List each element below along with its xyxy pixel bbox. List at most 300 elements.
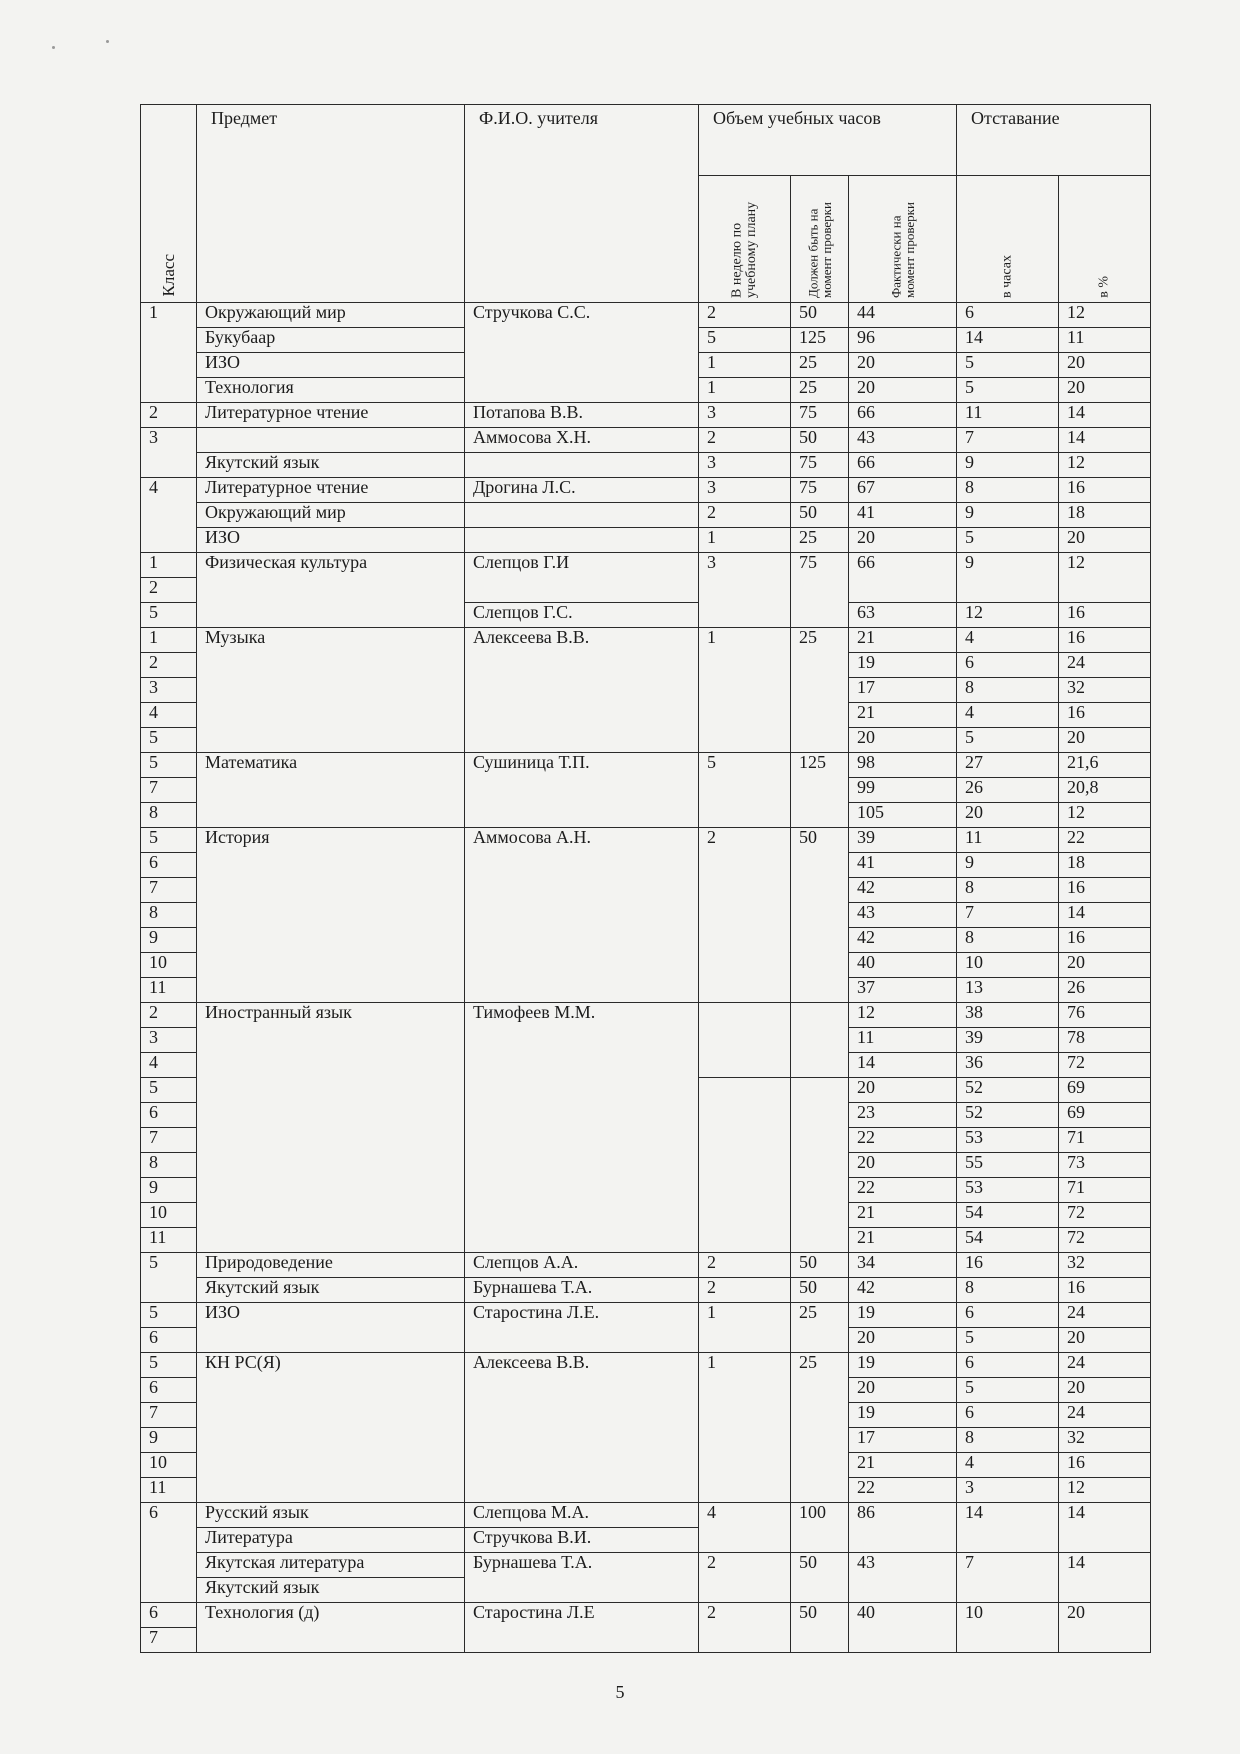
cell-subject: Иностранный язык	[197, 1003, 465, 1253]
cell-klass: 8	[141, 803, 197, 828]
cell-subject: Природоведение	[197, 1253, 465, 1278]
cell-actual: 17	[849, 678, 957, 703]
cell-lag-percent: 16	[1059, 628, 1151, 653]
cell-subject: ИЗО	[197, 353, 465, 378]
cell-lag-percent: 71	[1059, 1178, 1151, 1203]
cell-actual: 21	[849, 1228, 957, 1253]
cell-teacher	[465, 528, 699, 553]
cell-lag-percent: 18	[1059, 503, 1151, 528]
cell-klass: 4	[141, 478, 197, 553]
cell-lag-percent: 14	[1059, 1553, 1151, 1603]
cell-lag-hours: 6	[957, 653, 1059, 678]
cell-klass: 6	[141, 1328, 197, 1353]
cell-lag-percent: 72	[1059, 1228, 1151, 1253]
cell-actual: 20	[849, 1328, 957, 1353]
cell-lag-hours: 16	[957, 1253, 1059, 1278]
cell-teacher: Дрогина Л.С.	[465, 478, 699, 503]
cell-lag-percent: 14	[1059, 1503, 1151, 1553]
cell-actual: 21	[849, 628, 957, 653]
cell-actual: 20	[849, 728, 957, 753]
cell-lag-percent: 71	[1059, 1128, 1151, 1153]
cell-actual: 67	[849, 478, 957, 503]
table-row	[141, 428, 1151, 453]
cell-teacher: Слепцов Г.С.	[465, 603, 699, 628]
cell-klass: 5	[141, 603, 197, 628]
table-row	[141, 303, 1151, 328]
cell-lag-percent: 24	[1059, 1303, 1151, 1328]
cell-lag-hours: 6	[957, 303, 1059, 328]
cell-per-week: 5	[699, 328, 791, 353]
cell-teacher: Потапова В.В.	[465, 403, 699, 428]
cell-per-week: 4	[699, 1503, 791, 1553]
cell-klass: 5	[141, 1353, 197, 1378]
cell-per-week: 3	[699, 553, 791, 628]
cell-teacher: Слепцова М.А.	[465, 1503, 699, 1528]
cell-actual: 20	[849, 1378, 957, 1403]
cell-klass: 9	[141, 1428, 197, 1453]
cell-lag-percent: 69	[1059, 1078, 1151, 1103]
cell-actual: 20	[849, 1153, 957, 1178]
cell-lag-hours: 5	[957, 1378, 1059, 1403]
cell-actual: 21	[849, 1203, 957, 1228]
cell-lag-hours: 5	[957, 728, 1059, 753]
study-hours-table	[140, 104, 1151, 1653]
cell-lag-percent: 21,6	[1059, 753, 1151, 778]
cell-actual: 86	[849, 1503, 957, 1553]
header-lag: Отставание	[957, 105, 1151, 176]
cell-lag-hours: 8	[957, 928, 1059, 953]
cell-subject: История	[197, 828, 465, 1003]
cell-should-be: 50	[791, 1253, 849, 1278]
cell-subject: Окружающий мир	[197, 303, 465, 328]
cell-lag-percent: 20	[1059, 353, 1151, 378]
cell-klass: 10	[141, 1203, 197, 1228]
cell-subject: Якутская литература	[197, 1553, 465, 1578]
cell-lag-hours: 39	[957, 1028, 1059, 1053]
cell-per-week: 5	[699, 753, 791, 828]
table-row	[141, 528, 1151, 553]
cell-per-week: 2	[699, 428, 791, 453]
cell-lag-hours: 38	[957, 1003, 1059, 1028]
cell-should-be: 75	[791, 478, 849, 503]
cell-lag-percent: 18	[1059, 853, 1151, 878]
cell-lag-hours: 9	[957, 853, 1059, 878]
cell-actual: 37	[849, 978, 957, 1003]
cell-lag-hours: 5	[957, 1328, 1059, 1353]
cell-actual: 41	[849, 503, 957, 528]
cell-actual: 22	[849, 1478, 957, 1503]
scan-speck	[106, 40, 109, 43]
cell-subject: ИЗО	[197, 1303, 465, 1353]
header-in-hours: в часах	[957, 176, 1059, 303]
cell-klass: 2	[141, 1003, 197, 1028]
cell-actual: 66	[849, 403, 957, 428]
cell-klass: 2	[141, 403, 197, 428]
cell-subject: Музыка	[197, 628, 465, 753]
table-row	[141, 1003, 1151, 1028]
cell-subject: Математика	[197, 753, 465, 828]
cell-klass: 8	[141, 903, 197, 928]
cell-actual: 20	[849, 1078, 957, 1103]
table-body	[141, 303, 1151, 1653]
cell-lag-percent: 26	[1059, 978, 1151, 1003]
cell-actual: 42	[849, 878, 957, 903]
cell-klass: 2	[141, 578, 197, 603]
cell-lag-percent: 12	[1059, 803, 1151, 828]
cell-klass: 9	[141, 928, 197, 953]
cell-lag-hours: 20	[957, 803, 1059, 828]
table-row	[141, 753, 1151, 778]
table-row	[141, 1553, 1151, 1578]
cell-lag-hours: 55	[957, 1153, 1059, 1178]
cell-lag-percent: 22	[1059, 828, 1151, 853]
table-row	[141, 403, 1151, 428]
cell-lag-hours: 8	[957, 478, 1059, 503]
cell-lag-percent: 20	[1059, 378, 1151, 403]
cell-teacher: Слепцов А.А.	[465, 1253, 699, 1278]
cell-lag-percent: 78	[1059, 1028, 1151, 1053]
cell-actual: 66	[849, 553, 957, 603]
cell-per-week	[699, 1003, 791, 1078]
cell-lag-hours: 8	[957, 878, 1059, 903]
cell-lag-percent: 14	[1059, 903, 1151, 928]
cell-should-be: 75	[791, 453, 849, 478]
table-row	[141, 1503, 1151, 1528]
scan-speck	[52, 46, 55, 49]
cell-lag-hours: 8	[957, 678, 1059, 703]
cell-actual: 99	[849, 778, 957, 803]
cell-per-week: 1	[699, 628, 791, 753]
cell-lag-hours: 5	[957, 528, 1059, 553]
cell-should-be: 50	[791, 1278, 849, 1303]
cell-actual: 14	[849, 1053, 957, 1078]
cell-klass: 5	[141, 728, 197, 753]
cell-klass: 11	[141, 1478, 197, 1503]
table-row	[141, 1253, 1151, 1278]
cell-klass: 6	[141, 1103, 197, 1128]
cell-subject: Русский язык	[197, 1503, 465, 1528]
cell-should-be: 125	[791, 753, 849, 828]
cell-actual: 22	[849, 1178, 957, 1203]
cell-klass: 5	[141, 828, 197, 853]
cell-klass: 1	[141, 553, 197, 578]
cell-per-week: 1	[699, 353, 791, 378]
cell-lag-hours: 6	[957, 1303, 1059, 1328]
cell-klass: 9	[141, 1178, 197, 1203]
cell-lag-percent: 11	[1059, 328, 1151, 353]
cell-lag-percent: 32	[1059, 1428, 1151, 1453]
cell-should-be: 50	[791, 828, 849, 1003]
cell-klass: 5	[141, 1303, 197, 1328]
cell-should-be: 75	[791, 553, 849, 628]
cell-actual: 44	[849, 303, 957, 328]
cell-lag-percent: 16	[1059, 1453, 1151, 1478]
cell-klass: 7	[141, 1403, 197, 1428]
cell-lag-hours: 54	[957, 1203, 1059, 1228]
table-row	[141, 453, 1151, 478]
cell-actual: 19	[849, 1403, 957, 1428]
cell-lag-hours: 14	[957, 1503, 1059, 1553]
cell-lag-hours: 6	[957, 1353, 1059, 1378]
cell-lag-hours: 8	[957, 1428, 1059, 1453]
cell-actual: 12	[849, 1003, 957, 1028]
cell-teacher: Бурнашева Т.А.	[465, 1553, 699, 1603]
cell-lag-hours: 27	[957, 753, 1059, 778]
cell-subject: Литература	[197, 1528, 465, 1553]
cell-teacher: Аммосова А.Н.	[465, 828, 699, 1003]
cell-teacher: Бурнашева Т.А.	[465, 1278, 699, 1303]
cell-per-week: 1	[699, 528, 791, 553]
cell-klass: 7	[141, 1628, 197, 1653]
cell-klass: 10	[141, 953, 197, 978]
cell-klass: 6	[141, 853, 197, 878]
cell-klass: 2	[141, 653, 197, 678]
cell-per-week: 3	[699, 478, 791, 503]
cell-teacher: Аммосова Х.Н.	[465, 428, 699, 453]
cell-per-week: 3	[699, 403, 791, 428]
header-teacher: Ф.И.О. учителя	[465, 105, 699, 303]
cell-actual: 43	[849, 903, 957, 928]
cell-per-week: 2	[699, 503, 791, 528]
cell-lag-percent: 76	[1059, 1003, 1151, 1028]
cell-klass: 7	[141, 1128, 197, 1153]
cell-should-be: 50	[791, 428, 849, 453]
cell-lag-percent: 12	[1059, 553, 1151, 603]
cell-lag-hours: 6	[957, 1403, 1059, 1428]
cell-klass: 3	[141, 428, 197, 478]
cell-teacher: Алексеева В.В.	[465, 1353, 699, 1503]
cell-lag-percent: 20	[1059, 953, 1151, 978]
cell-lag-percent: 16	[1059, 603, 1151, 628]
cell-per-week: 1	[699, 378, 791, 403]
cell-lag-hours: 9	[957, 453, 1059, 478]
cell-actual: 40	[849, 953, 957, 978]
header-should-be: Должен быть на момент проверки	[791, 176, 849, 303]
cell-per-week: 2	[699, 1553, 791, 1603]
cell-actual: 96	[849, 328, 957, 353]
cell-actual: 22	[849, 1128, 957, 1153]
table-row	[141, 828, 1151, 853]
cell-klass: 1	[141, 628, 197, 653]
cell-lag-hours: 5	[957, 378, 1059, 403]
cell-teacher: Сушиница Т.П.	[465, 753, 699, 828]
cell-subject: Окружающий мир	[197, 503, 465, 528]
header-subject: Предмет	[197, 105, 465, 303]
cell-lag-percent: 16	[1059, 703, 1151, 728]
cell-subject: КН РС(Я)	[197, 1353, 465, 1503]
cell-per-week: 2	[699, 1603, 791, 1653]
cell-klass: 8	[141, 1153, 197, 1178]
cell-lag-hours: 9	[957, 553, 1059, 603]
cell-klass: 5	[141, 753, 197, 778]
cell-klass: 3	[141, 1028, 197, 1053]
cell-actual: 40	[849, 1603, 957, 1653]
cell-teacher: Алексеева В.В.	[465, 628, 699, 753]
header-klass: Класс	[141, 105, 197, 303]
cell-actual: 19	[849, 1303, 957, 1328]
cell-actual: 19	[849, 1353, 957, 1378]
cell-lag-hours: 7	[957, 1553, 1059, 1603]
cell-should-be: 25	[791, 1303, 849, 1353]
cell-lag-percent: 14	[1059, 403, 1151, 428]
cell-lag-percent: 12	[1059, 303, 1151, 328]
cell-klass: 10	[141, 1453, 197, 1478]
cell-lag-hours: 53	[957, 1128, 1059, 1153]
table-row	[141, 503, 1151, 528]
cell-klass: 4	[141, 1053, 197, 1078]
cell-actual: 17	[849, 1428, 957, 1453]
cell-actual: 19	[849, 653, 957, 678]
cell-should-be: 50	[791, 1553, 849, 1603]
cell-klass: 4	[141, 703, 197, 728]
cell-lag-hours: 3	[957, 1478, 1059, 1503]
cell-lag-percent: 73	[1059, 1153, 1151, 1178]
cell-lag-percent: 32	[1059, 678, 1151, 703]
cell-klass: 6	[141, 1503, 197, 1603]
cell-actual: 66	[849, 453, 957, 478]
table-row	[141, 1303, 1151, 1328]
cell-lag-hours: 10	[957, 953, 1059, 978]
cell-subject: Физическая культура	[197, 553, 465, 628]
cell-lag-percent: 24	[1059, 1403, 1151, 1428]
cell-should-be: 25	[791, 628, 849, 753]
cell-lag-percent: 20	[1059, 1603, 1151, 1653]
cell-lag-percent: 16	[1059, 928, 1151, 953]
cell-subject: Технология (д)	[197, 1603, 465, 1653]
cell-should-be: 50	[791, 503, 849, 528]
cell-klass: 5	[141, 1078, 197, 1103]
cell-actual: 20	[849, 378, 957, 403]
cell-per-week: 2	[699, 303, 791, 328]
cell-actual: 20	[849, 528, 957, 553]
cell-actual: 11	[849, 1028, 957, 1053]
cell-lag-hours: 54	[957, 1228, 1059, 1253]
cell-lag-percent: 12	[1059, 1478, 1151, 1503]
cell-subject: Литературное чтение	[197, 478, 465, 503]
cell-should-be: 50	[791, 1603, 849, 1653]
cell-per-week	[699, 1078, 791, 1253]
cell-teacher	[465, 453, 699, 478]
cell-lag-percent: 72	[1059, 1203, 1151, 1228]
cell-lag-hours: 11	[957, 828, 1059, 853]
cell-subject: Якутский язык	[197, 1578, 465, 1603]
cell-klass: 6	[141, 1378, 197, 1403]
table-row	[141, 628, 1151, 653]
cell-subject	[197, 428, 465, 453]
cell-actual: 42	[849, 1278, 957, 1303]
cell-lag-hours: 26	[957, 778, 1059, 803]
cell-klass: 7	[141, 878, 197, 903]
cell-lag-percent: 69	[1059, 1103, 1151, 1128]
cell-lag-percent: 24	[1059, 1353, 1151, 1378]
cell-lag-percent: 20	[1059, 1378, 1151, 1403]
cell-klass: 11	[141, 1228, 197, 1253]
cell-teacher: Слепцов Г.И	[465, 553, 699, 603]
cell-lag-percent: 20	[1059, 1328, 1151, 1353]
cell-subject: Литературное чтение	[197, 403, 465, 428]
cell-lag-hours: 52	[957, 1103, 1059, 1128]
cell-klass: 5	[141, 1253, 197, 1303]
cell-lag-percent: 20	[1059, 728, 1151, 753]
cell-lag-hours: 4	[957, 703, 1059, 728]
cell-lag-hours: 8	[957, 1278, 1059, 1303]
cell-actual: 43	[849, 428, 957, 453]
cell-actual: 21	[849, 703, 957, 728]
cell-lag-percent: 16	[1059, 878, 1151, 903]
cell-per-week: 3	[699, 453, 791, 478]
cell-lag-percent: 20	[1059, 528, 1151, 553]
cell-lag-hours: 9	[957, 503, 1059, 528]
header-volume: Объем учебных часов	[699, 105, 957, 176]
cell-lag-hours: 12	[957, 603, 1059, 628]
cell-teacher	[465, 503, 699, 528]
table-row	[141, 553, 1151, 578]
cell-subject: ИЗО	[197, 528, 465, 553]
cell-lag-hours: 7	[957, 428, 1059, 453]
cell-lag-percent: 32	[1059, 1253, 1151, 1278]
cell-actual: 21	[849, 1453, 957, 1478]
cell-should-be: 50	[791, 303, 849, 328]
cell-lag-hours: 36	[957, 1053, 1059, 1078]
cell-per-week: 1	[699, 1303, 791, 1353]
page-number: 5	[615, 1682, 625, 1702]
cell-actual: 34	[849, 1253, 957, 1278]
cell-lag-hours: 53	[957, 1178, 1059, 1203]
cell-actual: 105	[849, 803, 957, 828]
cell-lag-percent: 20,8	[1059, 778, 1151, 803]
cell-subject: Якутский язык	[197, 453, 465, 478]
cell-lag-hours: 4	[957, 1453, 1059, 1478]
cell-actual: 20	[849, 353, 957, 378]
cell-per-week: 2	[699, 828, 791, 1003]
cell-subject: Технология	[197, 378, 465, 403]
cell-lag-hours: 10	[957, 1603, 1059, 1653]
table-row	[141, 478, 1151, 503]
cell-per-week: 2	[699, 1278, 791, 1303]
cell-lag-percent: 16	[1059, 1278, 1151, 1303]
cell-lag-hours: 52	[957, 1078, 1059, 1103]
header-per-week: В неделю по учебному плану	[699, 176, 791, 303]
cell-lag-hours: 13	[957, 978, 1059, 1003]
cell-should-be: 75	[791, 403, 849, 428]
cell-actual: 39	[849, 828, 957, 853]
cell-should-be	[791, 1003, 849, 1078]
cell-per-week: 2	[699, 1253, 791, 1278]
cell-lag-percent: 24	[1059, 653, 1151, 678]
cell-should-be: 25	[791, 353, 849, 378]
cell-subject: Букубаар	[197, 328, 465, 353]
cell-lag-percent: 12	[1059, 453, 1151, 478]
cell-lag-hours: 11	[957, 403, 1059, 428]
cell-actual: 43	[849, 1553, 957, 1603]
cell-teacher: Стручкова С.С.	[465, 303, 699, 403]
cell-teacher: Старостина Л.Е.	[465, 1303, 699, 1353]
cell-actual: 41	[849, 853, 957, 878]
cell-subject: Якутский язык	[197, 1278, 465, 1303]
cell-per-week: 1	[699, 1353, 791, 1503]
cell-teacher: Старостина Л.Е	[465, 1603, 699, 1653]
cell-should-be: 100	[791, 1503, 849, 1553]
cell-should-be: 25	[791, 528, 849, 553]
cell-lag-percent: 72	[1059, 1053, 1151, 1078]
cell-teacher: Тимофеев М.М.	[465, 1003, 699, 1253]
table-row	[141, 1603, 1151, 1628]
header-in-percent: в %	[1059, 176, 1151, 303]
table-row	[141, 1278, 1151, 1303]
cell-should-be	[791, 1078, 849, 1253]
table-row	[141, 1353, 1151, 1378]
header-actual: Фактически на момент проверки	[849, 176, 957, 303]
